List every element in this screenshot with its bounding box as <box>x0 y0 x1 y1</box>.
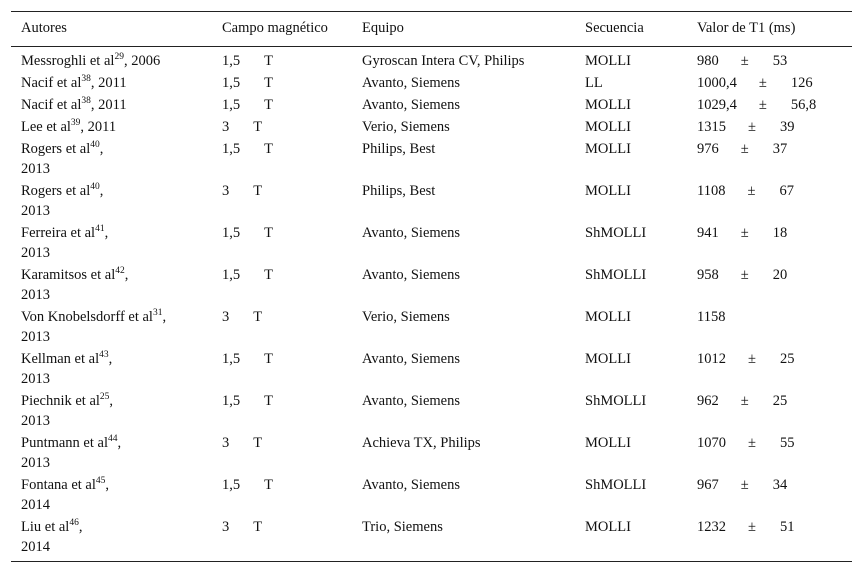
author-cell <box>11 94 212 116</box>
author-year-suffix: , <box>162 309 167 325</box>
t1-standard-deviation: 56,8 <box>790 97 817 113</box>
reference-number: 45 <box>95 476 106 486</box>
magnetic-field-cell <box>212 474 352 516</box>
t1-standard-deviation: 67 <box>779 183 794 199</box>
t1-mean: 1315 <box>697 119 726 135</box>
author-cell <box>11 516 212 562</box>
equipment-cell: Avanto, Siemens <box>362 393 460 409</box>
author-year-suffix: , 2011 <box>90 97 127 113</box>
field-strength: 1,5 <box>222 75 241 91</box>
author-cell <box>11 47 212 73</box>
magnetic-field-cell <box>212 180 352 222</box>
t1-standard-deviation: 37 <box>772 141 788 157</box>
sequence-cell: MOLLI <box>585 141 631 157</box>
reference-number: 44 <box>108 434 118 444</box>
t1-mean: 1232 <box>697 519 726 535</box>
table-row <box>11 390 852 432</box>
t1-value-cell <box>687 306 852 348</box>
author-year-suffix: , 2011 <box>80 119 117 135</box>
author-name: Piechnik et al <box>21 393 100 409</box>
t1-mean: 1158 <box>697 309 726 325</box>
plus-minus-sign: ± <box>740 225 749 241</box>
t1-value-cell <box>687 516 852 562</box>
t1-standard-deviation: 25 <box>772 393 788 409</box>
author-cell <box>11 432 212 474</box>
magnetic-field-cell <box>212 47 352 73</box>
equipment-cell: Verio, Siemens <box>362 309 450 325</box>
equipment-cell: Philips, Best <box>362 183 436 199</box>
author-year: 2013 <box>21 413 50 429</box>
reference-number: 38 <box>81 74 91 84</box>
t1-value-cell <box>687 264 852 306</box>
plus-minus-sign: ± <box>748 351 756 367</box>
sequence-cell: MOLLI <box>585 351 631 367</box>
magnetic-field-cell <box>212 432 352 474</box>
reference-number: 38 <box>81 96 91 106</box>
table-row <box>11 474 852 516</box>
t1-mean: 1012 <box>697 351 726 367</box>
author-name: Lee et al <box>21 119 71 135</box>
author-year-suffix: , 2006 <box>123 53 161 69</box>
sequence-cell: MOLLI <box>585 53 631 69</box>
field-unit: T <box>264 351 273 367</box>
reference-number: 40 <box>90 182 100 192</box>
author-name: Puntmann et al <box>21 435 108 451</box>
plus-minus-sign: ± <box>747 183 756 199</box>
author-year-suffix: , <box>99 183 104 199</box>
table-row <box>11 138 852 180</box>
t1-mean: 941 <box>697 225 719 241</box>
t1-mean: 1108 <box>697 183 726 199</box>
author-cell <box>11 348 212 390</box>
field-strength: 1,5 <box>222 141 241 157</box>
table-row <box>11 94 852 116</box>
reference-number: 31 <box>152 308 163 318</box>
field-unit: T <box>253 119 263 135</box>
t1-mean: 967 <box>697 477 719 493</box>
t1-standard-deviation: 25 <box>779 351 795 367</box>
author-name: Nacif et al <box>21 97 82 113</box>
sequence-cell: MOLLI <box>585 435 631 451</box>
sequence-cell: MOLLI <box>585 119 631 135</box>
table-body <box>11 47 852 562</box>
t1-values-table-container <box>11 11 852 562</box>
t1-standard-deviation: 18 <box>772 225 788 241</box>
reference-number: 46 <box>69 518 79 528</box>
table-row <box>11 348 852 390</box>
t1-values-table <box>11 11 852 562</box>
table-row <box>11 516 852 562</box>
t1-value-cell <box>687 116 852 138</box>
t1-standard-deviation: 55 <box>779 435 795 451</box>
author-year-suffix: , 2011 <box>90 75 127 91</box>
table-row <box>11 72 852 94</box>
field-unit: T <box>253 435 263 451</box>
plus-minus-sign: ± <box>740 393 749 409</box>
table-row <box>11 116 852 138</box>
plus-minus-sign: ± <box>740 477 749 493</box>
field-strength: 3 <box>222 119 230 135</box>
plus-minus-sign: ± <box>740 141 749 157</box>
header-magnetic-field: Campo magnético <box>222 20 328 36</box>
t1-value-cell <box>687 222 852 264</box>
plus-minus-sign: ± <box>740 53 749 69</box>
t1-mean: 962 <box>697 393 719 409</box>
author-cell <box>11 222 212 264</box>
magnetic-field-cell <box>212 348 352 390</box>
equipment-cell: Philips, Best <box>362 141 436 157</box>
author-year: 2013 <box>21 329 50 345</box>
plus-minus-sign: ± <box>740 267 749 283</box>
author-year-suffix: , <box>109 393 114 409</box>
t1-standard-deviation: 34 <box>772 477 788 493</box>
field-unit: T <box>253 519 263 535</box>
sequence-cell: ShMOLLI <box>585 225 647 241</box>
equipment-cell: Avanto, Siemens <box>362 225 460 241</box>
author-name: Kellman et al <box>21 351 100 367</box>
sequence-cell: ShMOLLI <box>585 393 647 409</box>
field-unit: T <box>264 477 273 493</box>
author-cell <box>11 390 212 432</box>
equipment-cell: Verio, Siemens <box>362 119 450 135</box>
plus-minus-sign: ± <box>758 75 767 91</box>
author-year: 2013 <box>21 287 50 303</box>
table-row <box>11 264 852 306</box>
magnetic-field-cell <box>212 116 352 138</box>
author-year: 2013 <box>21 455 50 471</box>
t1-mean: 1000,4 <box>697 75 737 91</box>
field-strength: 1,5 <box>222 225 241 241</box>
sequence-cell: LL <box>585 75 603 91</box>
equipment-cell: Avanto, Siemens <box>362 75 460 91</box>
table-row <box>11 432 852 474</box>
t1-standard-deviation: 51 <box>779 519 795 535</box>
field-strength: 1,5 <box>222 267 241 283</box>
author-year-suffix: , <box>104 225 109 241</box>
t1-value-cell <box>687 138 852 180</box>
equipment-cell: Avanto, Siemens <box>362 351 460 367</box>
author-year-suffix: , <box>124 267 129 283</box>
magnetic-field-cell <box>212 72 352 94</box>
plus-minus-sign: ± <box>748 519 756 535</box>
t1-value-cell <box>687 94 852 116</box>
field-unit: T <box>264 141 273 157</box>
t1-value-cell <box>687 72 852 94</box>
t1-mean: 958 <box>697 267 719 283</box>
equipment-cell: Avanto, Siemens <box>362 477 460 493</box>
sequence-cell: ShMOLLI <box>585 477 647 493</box>
author-year-suffix: , <box>108 351 113 367</box>
author-cell <box>11 116 212 138</box>
author-year: 2013 <box>21 203 50 219</box>
field-strength: 1,5 <box>222 477 241 493</box>
author-name: Nacif et al <box>21 75 82 91</box>
t1-mean: 980 <box>697 53 719 69</box>
t1-value-cell <box>687 47 852 73</box>
author-year: 2014 <box>21 497 50 513</box>
t1-value-cell <box>687 180 852 222</box>
header-authors: Autores <box>21 20 67 36</box>
t1-standard-deviation: 39 <box>779 119 795 135</box>
reference-number: 40 <box>90 140 100 150</box>
field-strength: 1,5 <box>222 393 241 409</box>
table-header <box>11 12 852 47</box>
field-strength: 3 <box>222 183 230 199</box>
t1-mean: 976 <box>697 141 719 157</box>
author-cell <box>11 474 212 516</box>
field-unit: T <box>253 309 263 325</box>
t1-mean: 1029,4 <box>697 97 737 113</box>
magnetic-field-cell <box>212 138 352 180</box>
sequence-cell: MOLLI <box>585 183 631 199</box>
magnetic-field-cell <box>212 516 352 562</box>
author-year-suffix: , <box>78 519 83 535</box>
author-name: Ferreira et al <box>21 225 96 241</box>
t1-standard-deviation: 53 <box>772 53 788 69</box>
field-unit: T <box>264 225 273 241</box>
plus-minus-sign: ± <box>748 435 756 451</box>
reference-number: 42 <box>115 266 125 276</box>
field-unit: T <box>264 267 273 283</box>
table-row <box>11 222 852 264</box>
author-name: Rogers et al <box>21 141 91 157</box>
author-cell <box>11 264 212 306</box>
author-name: Von Knobelsdorff et al <box>21 309 153 325</box>
table-row <box>11 47 852 73</box>
sequence-cell: MOLLI <box>585 97 631 113</box>
header-equipment: Equipo <box>362 20 404 36</box>
magnetic-field-cell <box>212 94 352 116</box>
author-name: Liu et al <box>21 519 70 535</box>
sequence-cell: MOLLI <box>585 519 631 535</box>
field-unit: T <box>264 53 273 69</box>
author-year-suffix: , <box>99 141 104 157</box>
t1-value-cell <box>687 348 852 390</box>
magnetic-field-cell <box>212 264 352 306</box>
reference-number: 25 <box>99 392 110 402</box>
sequence-cell: ShMOLLI <box>585 267 647 283</box>
t1-standard-deviation: 20 <box>772 267 788 283</box>
reference-number: 39 <box>70 118 81 128</box>
field-strength: 1,5 <box>222 97 241 113</box>
author-name: Rogers et al <box>21 183 91 199</box>
field-unit: T <box>264 75 273 91</box>
header-sequence: Secuencia <box>585 20 644 36</box>
author-cell <box>11 306 212 348</box>
author-year: 2014 <box>21 539 50 555</box>
magnetic-field-cell <box>212 306 352 348</box>
author-cell <box>11 72 212 94</box>
field-strength: 1,5 <box>222 351 241 367</box>
author-name: Messroghli et al <box>21 53 115 69</box>
field-strength: 3 <box>222 435 230 451</box>
t1-value-cell <box>687 432 852 474</box>
field-unit: T <box>264 97 273 113</box>
author-cell <box>11 138 212 180</box>
table-row <box>11 180 852 222</box>
t1-standard-deviation: 126 <box>790 75 813 91</box>
equipment-cell: Avanto, Siemens <box>362 267 460 283</box>
plus-minus-sign: ± <box>748 119 756 135</box>
field-unit: T <box>253 183 263 199</box>
magnetic-field-cell <box>212 222 352 264</box>
t1-value-cell <box>687 390 852 432</box>
field-strength: 3 <box>222 519 230 535</box>
magnetic-field-cell <box>212 390 352 432</box>
author-cell <box>11 180 212 222</box>
author-year-suffix: , <box>117 435 122 451</box>
equipment-cell: Achieva TX, Philips <box>362 435 481 451</box>
t1-value-cell <box>687 474 852 516</box>
sequence-cell: MOLLI <box>585 309 631 325</box>
field-strength: 3 <box>222 309 230 325</box>
equipment-cell: Trio, Siemens <box>362 519 443 535</box>
field-strength: 1,5 <box>222 53 241 69</box>
author-year: 2013 <box>21 161 50 177</box>
author-name: Karamitsos et al <box>21 267 116 283</box>
table-row <box>11 306 852 348</box>
author-year-suffix: , <box>105 477 110 493</box>
author-year: 2013 <box>21 245 50 261</box>
equipment-cell: Avanto, Siemens <box>362 97 460 113</box>
reference-number: 43 <box>99 350 109 360</box>
field-unit: T <box>264 393 273 409</box>
author-name: Fontana et al <box>21 477 96 493</box>
author-year: 2013 <box>21 371 50 387</box>
t1-mean: 1070 <box>697 435 726 451</box>
reference-number: 41 <box>95 224 105 234</box>
equipment-cell: Gyroscan Intera CV, Philips <box>362 53 525 69</box>
reference-number: 29 <box>114 52 124 62</box>
plus-minus-sign: ± <box>758 97 767 113</box>
header-t1-value: Valor de T1 (ms) <box>697 20 796 36</box>
header-row <box>11 12 852 47</box>
